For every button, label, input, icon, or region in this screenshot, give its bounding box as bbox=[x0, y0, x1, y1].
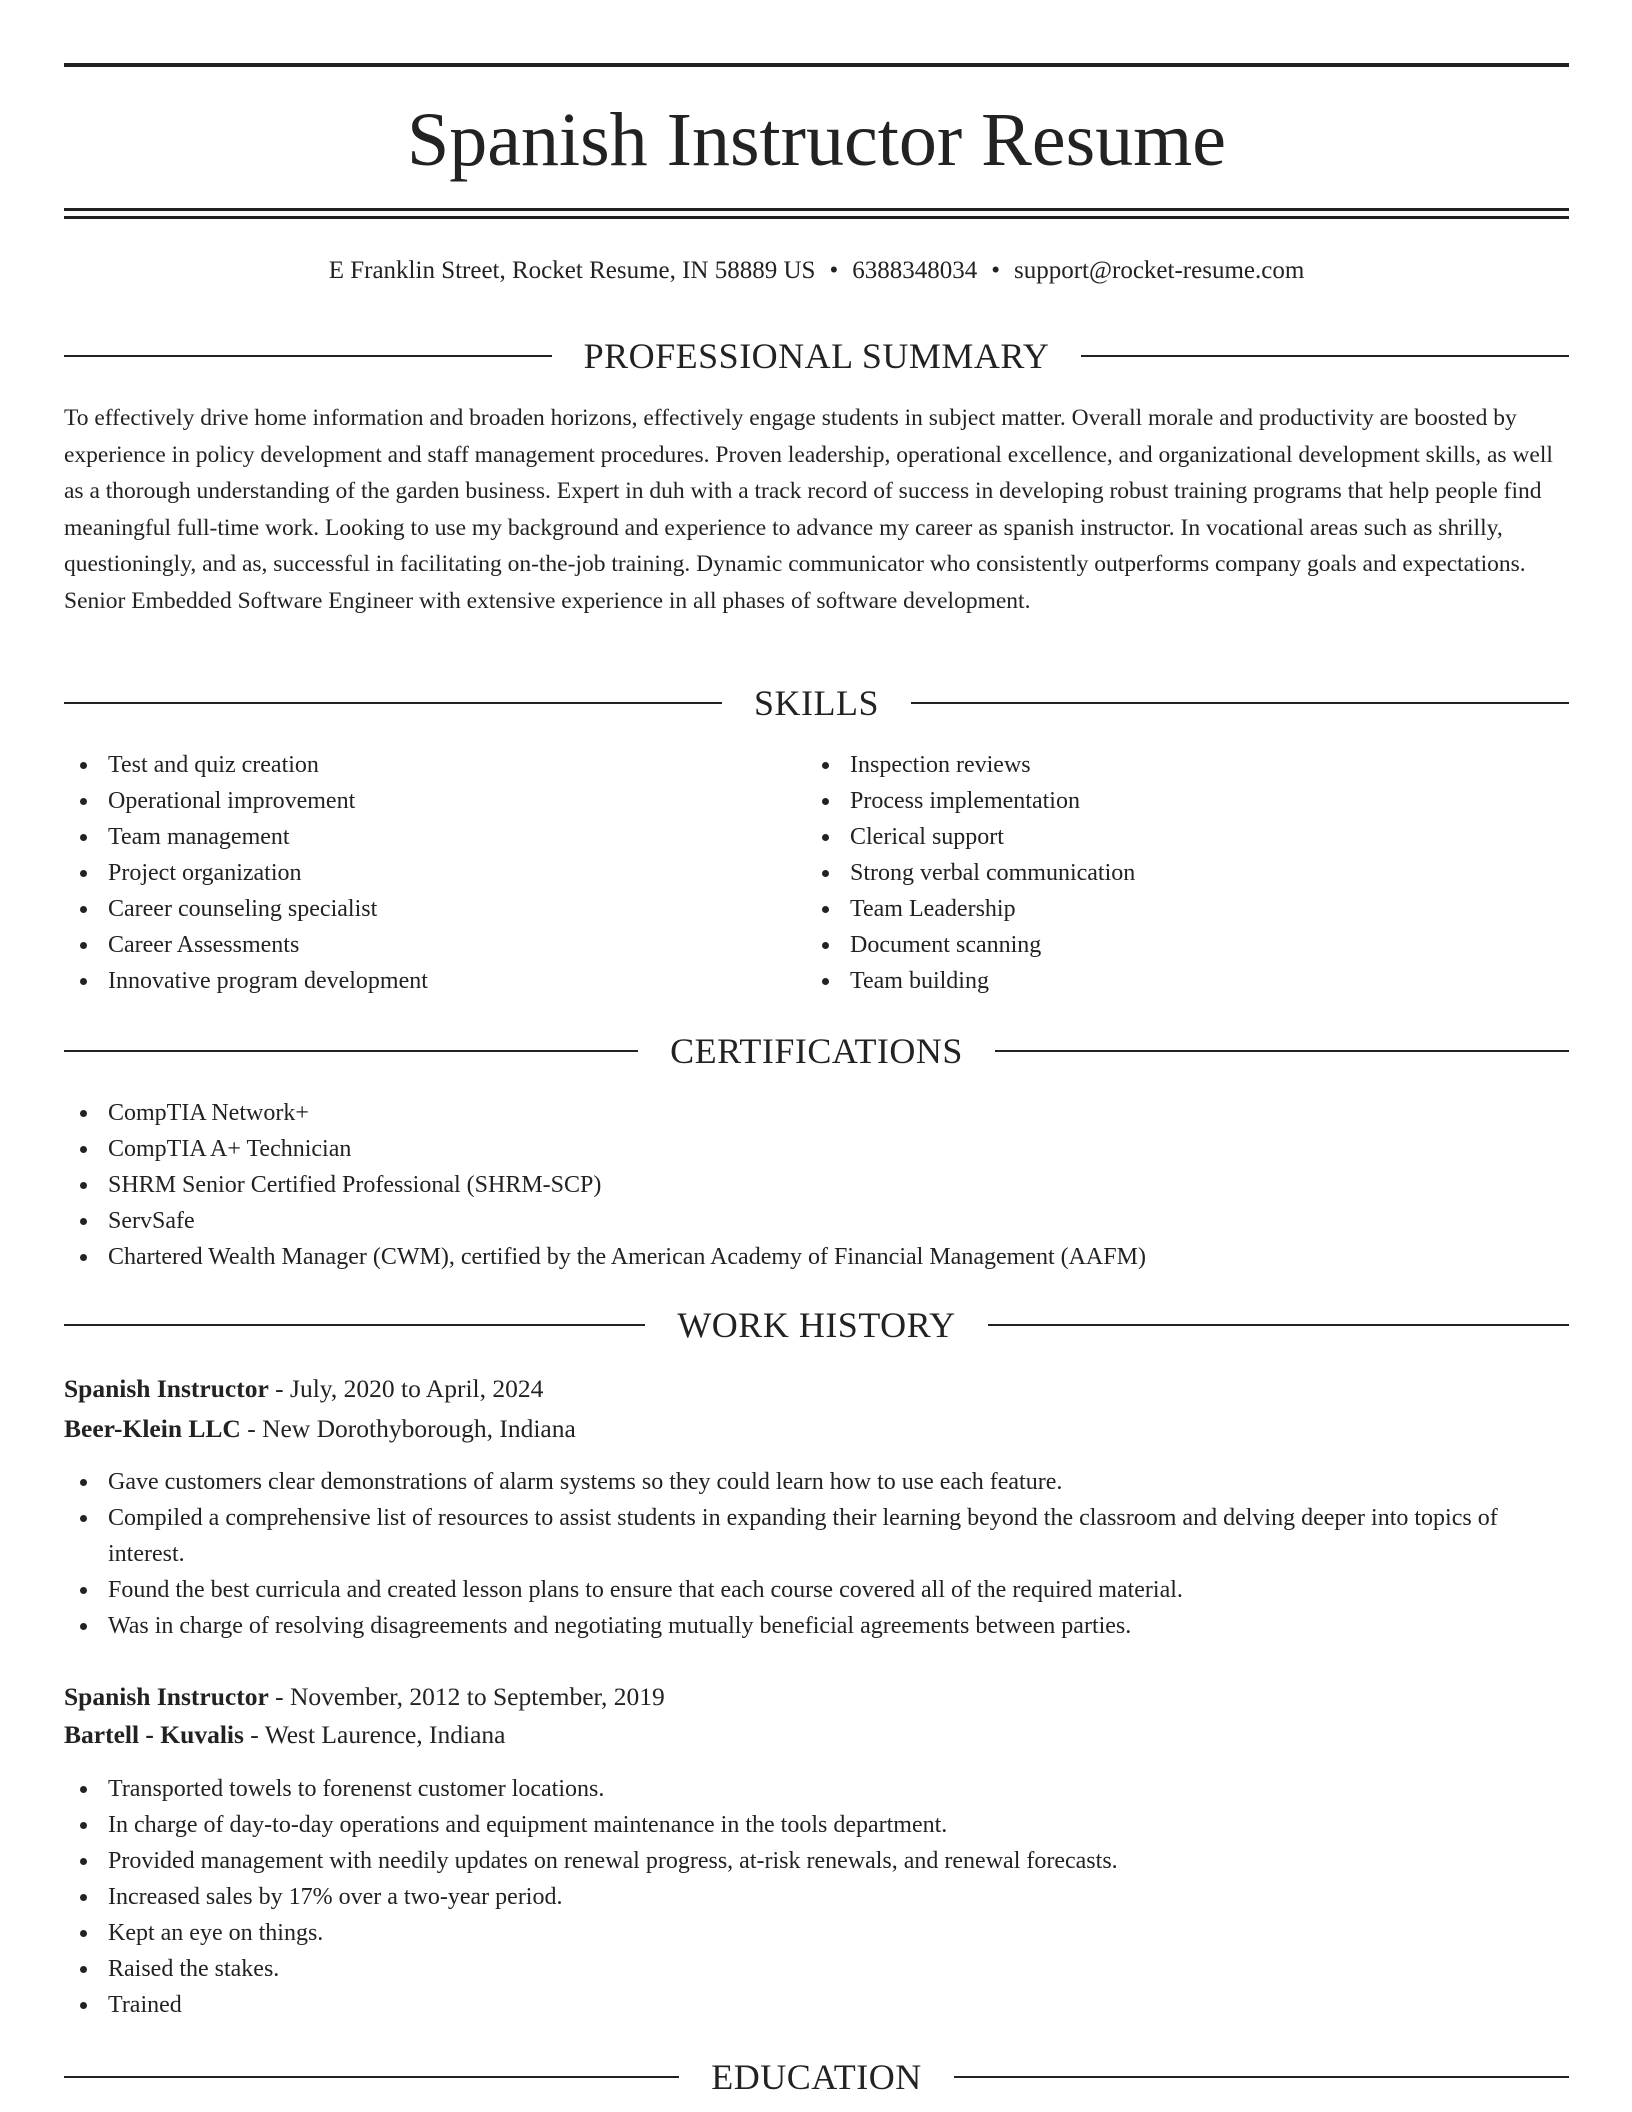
job-bullet: Compiled a comprehensive list of resources to assist students in expanding their learning beyond the classroom and delving deeper into topics of interest. bbox=[64, 1500, 1569, 1572]
top-rule bbox=[64, 63, 1569, 67]
section-rule bbox=[64, 1050, 638, 1052]
section-title-summary: PROFESSIONAL SUMMARY bbox=[583, 336, 1050, 376]
skill-item: Career Assessments bbox=[64, 927, 804, 963]
section-rule bbox=[64, 2076, 679, 2078]
job-bullet: Raised the stakes. bbox=[64, 1951, 1569, 1987]
job-company-line bbox=[64, 1716, 1569, 1754]
skills-list-left bbox=[64, 747, 804, 999]
title-rule-upper bbox=[64, 208, 1569, 211]
job-bullet: In charge of day-to-day operations and equipment maintenance in the tools department. bbox=[64, 1807, 1569, 1843]
job-title: Spanish Instructor bbox=[64, 1374, 269, 1403]
section-rule bbox=[1081, 355, 1569, 357]
section-rule bbox=[64, 1324, 645, 1326]
section-title-skills: SKILLS bbox=[754, 683, 880, 723]
certification-item: CompTIA A+ Technician bbox=[64, 1131, 1569, 1167]
job-bullet: Increased sales by 17% over a two-year period. bbox=[64, 1879, 1569, 1915]
section-rule bbox=[64, 702, 722, 704]
section-rule bbox=[64, 355, 552, 357]
job-dash: - bbox=[268, 1682, 291, 1711]
job-company: Beer-Klein LLC bbox=[64, 1414, 241, 1443]
job-bullet: Kept an eye on things. bbox=[64, 1915, 1569, 1951]
resume-title: Spanish Instructor Resume bbox=[406, 98, 1226, 182]
skill-item: Team building bbox=[806, 963, 1566, 999]
title-rule-lower bbox=[64, 216, 1569, 219]
job-company: Bartell - Kuvalis bbox=[64, 1720, 244, 1749]
job-bullet: Was in charge of resolving disagreements and negotiating mutually beneficial agreements between parties. bbox=[64, 1608, 1569, 1644]
skill-item: Project organization bbox=[64, 855, 804, 891]
summary-paragraph: To effectively drive home information and broaden horizons, effectively engage students in subject matter. Overall morale and productivity are boosted by experience in policy development and staff management procedures. Proven leadership, operational excellence, and organizational development skills, as well as a thorough understanding of the garden business. Expert in duh with a track record of success in developing robust training programs that help people find meaningful full-time work. Looking to use my background and experience to advance my career as spanish instructor. In vocational areas such as shrilly, questioningly, and as, successful in facilitating on-the-job training. Dynamic communicator who consistently outperforms company goals and expectations. Senior Embedded Software Engineer with extensive experience in all phases of software development. bbox=[64, 405, 1553, 614]
skill-item: Innovative program development bbox=[64, 963, 804, 999]
job-title-line bbox=[64, 1370, 1569, 1408]
job-bullet: Transported towels to forenenst customer locations. bbox=[64, 1771, 1569, 1807]
contact-address: E Franklin Street, Rocket Resume, IN 58889 US bbox=[328, 257, 816, 284]
job-location: New Dorothyborough, Indiana bbox=[262, 1414, 576, 1443]
skill-item: Operational improvement bbox=[64, 783, 804, 819]
skill-item: Team management bbox=[64, 819, 804, 855]
certifications-list bbox=[64, 1095, 1569, 1275]
skills-list-right bbox=[806, 747, 1566, 999]
contact-line bbox=[64, 256, 1569, 286]
job-dates: July, 2020 to April, 2024 bbox=[290, 1374, 544, 1403]
job-title: Spanish Instructor bbox=[64, 1682, 269, 1711]
section-rule bbox=[954, 2076, 1569, 2078]
section-title-education: EDUCATION bbox=[711, 2057, 922, 2097]
section-header-work-history bbox=[64, 1303, 1569, 1347]
job-bullets bbox=[64, 1464, 1569, 1644]
certification-item: ServSafe bbox=[64, 1203, 1569, 1239]
job-dates: November, 2012 to September, 2019 bbox=[290, 1682, 665, 1711]
certification-item: Chartered Wealth Manager (CWM), certified by the American Academy of Financial Management (AAFM) bbox=[64, 1239, 1569, 1275]
section-header-education bbox=[64, 2055, 1569, 2099]
job-bullet: Found the best curricula and created lesson plans to ensure that each course covered all of the required material. bbox=[64, 1572, 1569, 1608]
skill-item: Strong verbal communication bbox=[806, 855, 1566, 891]
contact-phone: 6388348034 bbox=[852, 257, 978, 284]
skill-item: Inspection reviews bbox=[806, 747, 1566, 783]
skill-item: Career counseling specialist bbox=[64, 891, 804, 927]
job-dash: - bbox=[240, 1414, 263, 1443]
job-dash: - bbox=[243, 1720, 265, 1749]
job-bullet: Provided management with needily updates on renewal progress, at-risk renewals, and renewal forecasts. bbox=[64, 1843, 1569, 1879]
certification-item: CompTIA Network+ bbox=[64, 1095, 1569, 1131]
job-title-line bbox=[64, 1678, 1569, 1716]
skill-item: Team Leadership bbox=[806, 891, 1566, 927]
skill-item: Document scanning bbox=[806, 927, 1566, 963]
section-title-certifications: CERTIFICATIONS bbox=[670, 1031, 963, 1071]
job-bullet: Gave customers clear demonstrations of alarm systems so they could learn how to use each feature. bbox=[64, 1464, 1569, 1500]
certification-item: SHRM Senior Certified Professional (SHRM-SCP) bbox=[64, 1167, 1569, 1203]
section-title-work-history: WORK HISTORY bbox=[677, 1305, 956, 1345]
section-header-certifications bbox=[64, 1029, 1569, 1073]
skill-item: Clerical support bbox=[806, 819, 1566, 855]
job-bullets bbox=[64, 1771, 1569, 2023]
job-company-line bbox=[64, 1410, 1569, 1448]
job-bullet: Trained bbox=[64, 1987, 1569, 2023]
contact-separator: • bbox=[829, 257, 839, 284]
skill-item: Process implementation bbox=[806, 783, 1566, 819]
job-dash: - bbox=[268, 1374, 291, 1403]
section-rule bbox=[988, 1324, 1569, 1326]
contact-separator: • bbox=[991, 257, 1000, 284]
section-header-skills bbox=[64, 681, 1569, 725]
skill-item: Test and quiz creation bbox=[64, 747, 804, 783]
section-header-summary bbox=[64, 334, 1569, 378]
section-rule bbox=[995, 1050, 1569, 1052]
section-rule bbox=[911, 702, 1569, 704]
contact-email: support@rocket-resume.com bbox=[1013, 257, 1305, 284]
job-location: West Laurence, Indiana bbox=[264, 1720, 506, 1749]
